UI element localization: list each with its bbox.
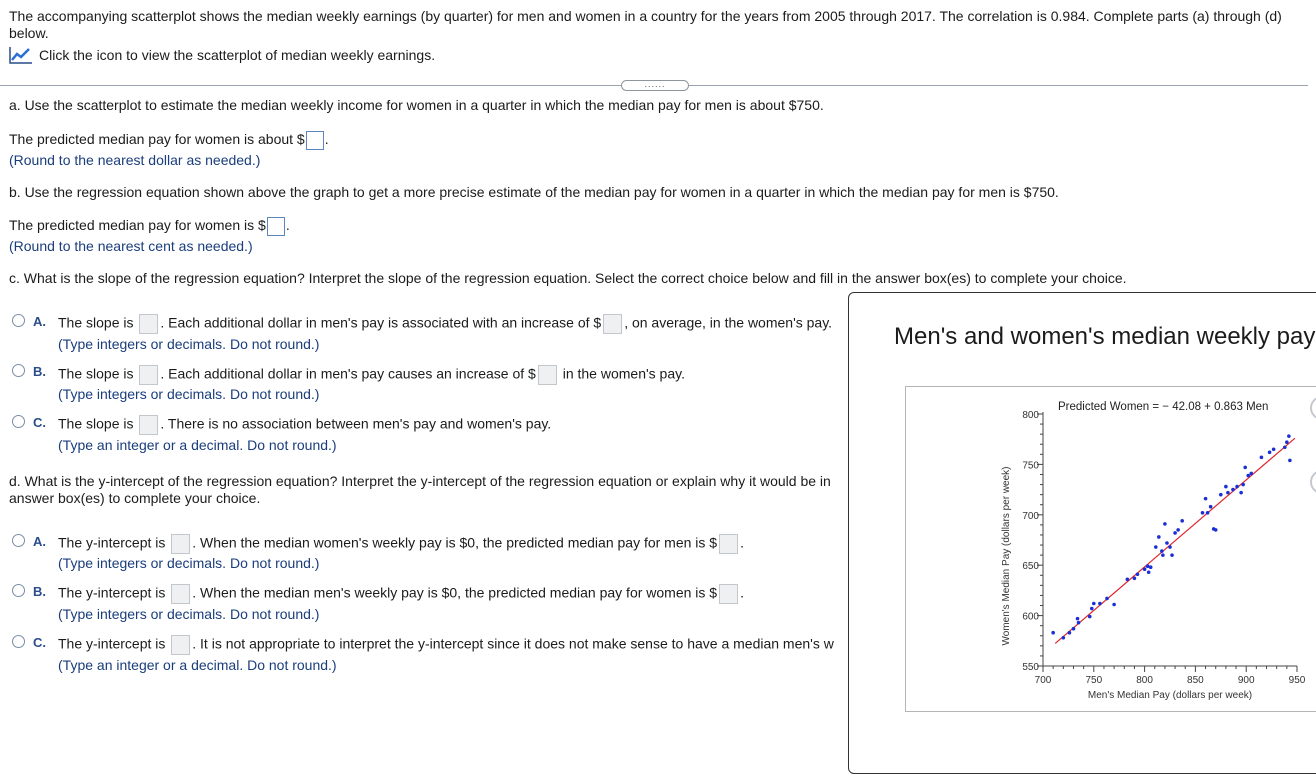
- part-d-option-a-intercept-input[interactable]: [171, 534, 190, 554]
- data-point: [1068, 631, 1072, 635]
- part-c-option-c-t2: . There is no association between men's pay and women's pay.: [160, 415, 552, 432]
- data-point: [1173, 531, 1177, 535]
- y-axis-label: Women's Median Pay (dollars per week): [1001, 466, 1012, 646]
- data-point: [1231, 488, 1235, 492]
- data-point: [1161, 553, 1165, 557]
- part-c-option-a-t1: The slope is: [58, 314, 134, 331]
- data-point: [1285, 440, 1289, 444]
- data-point: [1163, 522, 1167, 526]
- data-point: [1157, 535, 1161, 539]
- data-point: [1112, 603, 1116, 607]
- data-point: [1168, 545, 1172, 549]
- data-point: [1272, 447, 1276, 451]
- part-b-answer-input[interactable]: [267, 217, 285, 236]
- part-c-option-a-letter: A.: [33, 314, 46, 329]
- part-d-option-b-t2: . When the median men's weekly pay is $0, the predicted median pay for women is $: [192, 584, 718, 601]
- data-point: [1072, 627, 1076, 631]
- data-point: [1268, 451, 1272, 455]
- part-d-option-b-hint: (Type integers or decimals. Do not round.): [58, 606, 320, 622]
- scatterplot: [905, 386, 1316, 710]
- part-c-option-b-radio[interactable]: [12, 364, 25, 377]
- y-tick-label: 700: [1022, 510, 1039, 522]
- part-d-question-line2: answer box(es) to complete your choice.: [9, 490, 261, 506]
- data-point: [1288, 459, 1292, 463]
- regression-line: [1055, 438, 1295, 643]
- data-point: [1206, 511, 1210, 515]
- part-a-answer-line: [9, 131, 329, 150]
- part-c-option-c-hint: (Type an integer or a decimal. Do not round.): [58, 437, 337, 453]
- data-point: [1147, 570, 1151, 574]
- part-c-option-a-increase-input[interactable]: [603, 314, 622, 334]
- data-point: [1165, 541, 1169, 545]
- data-point: [1287, 434, 1291, 438]
- part-d-option-c-text: [58, 635, 834, 655]
- x-tick-label: 700: [1034, 675, 1052, 686]
- data-point: [1235, 485, 1239, 489]
- part-d-option-a-radio[interactable]: [12, 534, 25, 547]
- x-tick-label: 750: [1085, 675, 1103, 686]
- regression-equation: Predicted Women = − 42.08 + 0.863 Men: [1058, 401, 1269, 413]
- data-point: [1126, 578, 1130, 582]
- part-c-option-c-t1: The slope is: [58, 415, 134, 432]
- part-d-option-a-pay-input[interactable]: [719, 534, 738, 554]
- data-point: [1088, 615, 1092, 619]
- part-a-answer-suffix: .: [324, 131, 329, 148]
- part-c-option-b-t2: . Each additional dollar in men's pay causes an increase of $: [160, 365, 536, 382]
- part-b-answer-suffix: .: [285, 217, 290, 234]
- data-point: [1241, 483, 1245, 487]
- part-c-option-a-text: [58, 314, 832, 334]
- part-d-option-b-letter: B.: [33, 584, 46, 599]
- part-d-question-line1: d. What is the y-intercept of the regression equation? Interpret the y-intercept of the regression equation or explain why it would be in: [9, 473, 831, 489]
- x-tick-label: 900: [1237, 675, 1255, 686]
- data-point: [1214, 528, 1218, 532]
- y-tick-label: 800: [1022, 410, 1039, 421]
- data-point: [1092, 602, 1096, 606]
- part-c-option-b-t1: The slope is: [58, 365, 134, 382]
- data-point: [1143, 567, 1147, 571]
- part-d-option-c-t1: The y-intercept is: [58, 635, 166, 652]
- part-d-option-b-text: [58, 584, 744, 604]
- part-b-answer-line: [9, 217, 290, 236]
- part-c-option-c-radio[interactable]: [12, 415, 25, 428]
- data-point: [1098, 602, 1102, 606]
- part-c-option-b-increase-input[interactable]: [538, 365, 557, 385]
- part-a-hint: (Round to the nearest dollar as needed.): [9, 152, 261, 168]
- x-tick-label: 850: [1187, 675, 1204, 686]
- data-point: [1224, 485, 1228, 489]
- part-d-option-b-t3: .: [740, 584, 744, 601]
- resize-handle[interactable]: ......: [621, 80, 689, 91]
- data-point: [1170, 553, 1174, 557]
- part-d-option-b-radio[interactable]: [12, 584, 25, 597]
- x-axis-label: Men's Median Pay (dollars per week): [1087, 690, 1253, 701]
- data-point: [1260, 456, 1264, 460]
- part-c-option-c-text: [58, 415, 551, 435]
- part-b-answer-prefix: The predicted median pay for women is $: [9, 217, 266, 234]
- data-point: [1133, 577, 1137, 581]
- data-point: [1160, 549, 1164, 553]
- data-point: [1176, 528, 1180, 532]
- part-d-option-a-text: [58, 534, 744, 554]
- part-c-option-b-hint: (Type integers or decimals. Do not round.): [58, 386, 320, 402]
- part-d-option-a-t1: The y-intercept is: [58, 534, 166, 551]
- part-d-option-c-hint: (Type an integer or a decimal. Do not round.): [58, 657, 337, 673]
- data-point: [1246, 474, 1250, 478]
- data-point: [1204, 497, 1208, 501]
- data-point: [1090, 607, 1094, 611]
- part-d-option-a-letter: A.: [33, 534, 46, 549]
- problem-intro: The accompanying scatterplot shows the median weekly earnings (by quarter) for men and women in a country for the years from 2005 through 2017. The correlation is 0.984. Complete parts (a) through (d) below.: [9, 8, 1282, 41]
- part-c-option-a-slope-input[interactable]: [139, 314, 158, 334]
- part-d-option-a-t2: . When the median women's weekly pay is $0, the predicted median pay for men is $: [192, 534, 718, 551]
- part-c-option-a-radio[interactable]: [12, 314, 25, 327]
- part-c-option-c-slope-input[interactable]: [139, 415, 158, 435]
- data-point: [1201, 511, 1205, 515]
- part-d-option-c-letter: C.: [33, 635, 46, 650]
- part-a-question: a. Use the scatterplot to estimate the median weekly income for women in a quarter in which the median pay for men is about $750.: [9, 97, 824, 113]
- data-point: [1051, 631, 1055, 635]
- data-point: [1243, 466, 1247, 470]
- part-c-option-b-slope-input[interactable]: [139, 365, 158, 385]
- part-d-option-a-hint: (Type integers or decimals. Do not round.): [58, 555, 320, 571]
- part-c-option-b-text: [58, 365, 685, 385]
- part-b-hint: (Round to the nearest cent as needed.): [9, 238, 253, 254]
- data-point: [1283, 445, 1287, 449]
- data-point: [1062, 636, 1066, 640]
- part-c-option-a-t3: , on average, in the women's pay.: [624, 314, 833, 331]
- y-tick-label: 600: [1022, 611, 1039, 623]
- x-tick-label: 950: [1288, 675, 1306, 686]
- data-point: [1154, 545, 1158, 549]
- data-point: [1180, 519, 1184, 523]
- data-point: [1219, 493, 1223, 497]
- part-d-option-b-intercept-input[interactable]: [171, 584, 190, 604]
- part-a-answer-input[interactable]: [306, 131, 324, 150]
- part-d-option-b-t1: The y-intercept is: [58, 584, 166, 601]
- part-c-option-b-t3: in the women's pay.: [562, 365, 685, 382]
- data-point: [1077, 621, 1081, 625]
- part-d-option-c-t2: . It is not appropriate to interpret the y-intercept since it does not make sense to have a median men's w: [192, 635, 834, 652]
- data-point: [1239, 491, 1243, 495]
- part-c-question: c. What is the slope of the regression equation? Interpret the slope of the regression equation. Select the correct choice below and fill in the answer box(es) to complete your choice.: [9, 270, 1127, 286]
- data-point: [1149, 565, 1153, 569]
- data-point: [1105, 597, 1109, 601]
- part-c-option-c-letter: C.: [33, 415, 46, 430]
- chart-icon[interactable]: [9, 46, 33, 64]
- x-tick-label: 800: [1136, 675, 1153, 686]
- data-point: [1146, 564, 1150, 568]
- chart-popup-title: Men's and women's median weekly pay: [894, 323, 1316, 350]
- y-tick-label: 650: [1022, 561, 1039, 573]
- part-d-option-c-intercept-input[interactable]: [171, 635, 190, 655]
- data-point: [1249, 472, 1253, 476]
- part-a-answer-prefix: The predicted median pay for women is about $: [9, 131, 305, 148]
- chart-link-text[interactable]: Click the icon to view the scatterplot of median weekly earnings.: [39, 47, 436, 63]
- data-point: [1076, 617, 1080, 621]
- part-c-option-b-letter: B.: [33, 364, 46, 379]
- data-point: [1226, 491, 1230, 495]
- y-tick-label: 550: [1022, 662, 1039, 673]
- y-tick-label: 750: [1022, 460, 1039, 472]
- part-d-option-b-pay-input[interactable]: [719, 584, 738, 604]
- part-c-option-a-hint: (Type integers or decimals. Do not round.): [58, 336, 320, 352]
- part-d-option-a-t3: .: [740, 534, 744, 551]
- part-d-option-c-radio[interactable]: [12, 635, 25, 648]
- data-point: [1209, 505, 1213, 509]
- part-c-option-a-t2: . Each additional dollar in men's pay is associated with an increase of $: [160, 314, 602, 331]
- chart-link[interactable]: [9, 46, 435, 64]
- part-b-question: b. Use the regression equation shown above the graph to get a more precise estimate of the median pay for women in a quarter in which the median pay for men is $750.: [9, 184, 1059, 200]
- data-point: [1136, 572, 1140, 576]
